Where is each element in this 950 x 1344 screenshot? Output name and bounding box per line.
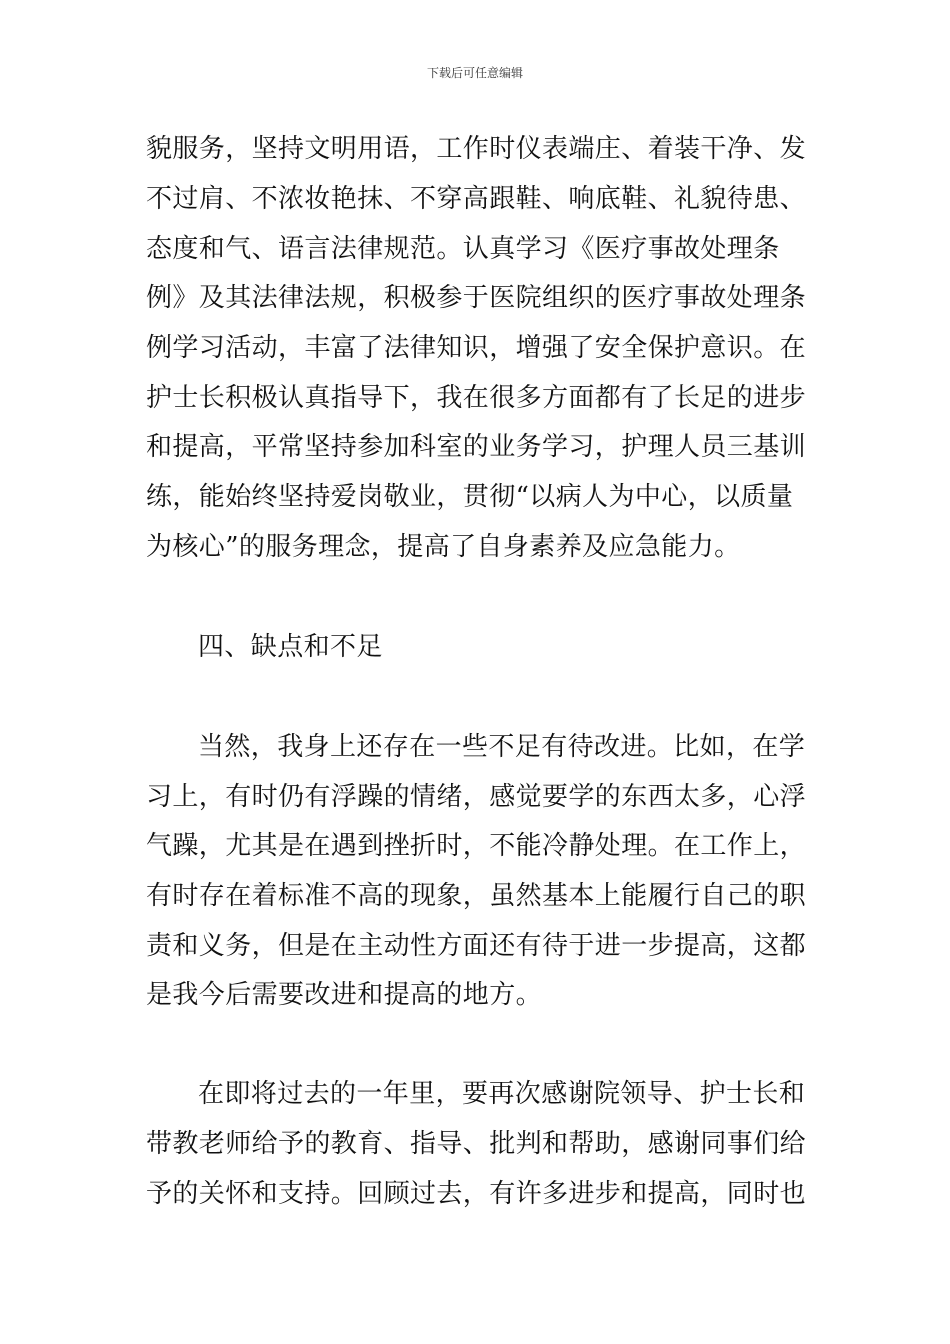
text-line: 态度和气、语言法律规范。认真学习《医疗事故处理条 bbox=[146, 234, 780, 264]
section-heading: 四、缺点和不足 bbox=[198, 632, 383, 662]
text-line: 有时存在着标准不高的现象，虽然基本上能履行自己的职 bbox=[146, 881, 807, 911]
text-line: 和提高，平常坚持参加科室的业务学习，护理人员三基训 bbox=[146, 432, 807, 462]
text-line: 不过肩、不浓妆艳抹、不穿高跟鞋、响底鞋、礼貌待患、 bbox=[146, 184, 807, 214]
text-line: 貌服务，坚持文明用语，工作时仪表端庄、着装干净、发 bbox=[146, 134, 807, 164]
text-line: 例》及其法律法规，积极参于医院组织的医疗事故处理条 bbox=[146, 283, 807, 313]
text-line: 是我今后需要改进和提高的地方。 bbox=[146, 980, 543, 1010]
text-line: 习上，有时仍有浮躁的情绪，感觉要学的东西太多，心浮 bbox=[146, 782, 807, 812]
text-line: 带教老师给予的教育、指导、批判和帮助，感谢同事们给 bbox=[146, 1129, 807, 1159]
text-line: 责和义务，但是在主动性方面还有待于进一步提高，这都 bbox=[146, 931, 807, 961]
text-line: 例学习活动，丰富了法律知识，增强了安全保护意识。在 bbox=[146, 333, 807, 363]
text-line: 为核心”的服务理念，提高了自身素养及应急能力。 bbox=[146, 532, 741, 562]
text-line: 当然，我身上还存在一些不足有待改进。比如，在学 bbox=[198, 732, 806, 762]
page-header: 下载后可任意编辑 bbox=[426, 66, 523, 80]
text-line: 练，能始终坚持爱岗敬业，贯彻“以病人为中心，以质量 bbox=[146, 482, 794, 512]
text-line: 在即将过去的一年里，要再次感谢院领导、护士长和 bbox=[198, 1079, 806, 1109]
text-line: 气躁，尤其是在遇到挫折时，不能冷静处理。在工作上， bbox=[146, 831, 807, 861]
text-line: 护士长积极认真指导下，我在很多方面都有了长足的进步 bbox=[146, 383, 807, 413]
text-line: 予的关怀和支持。回顾过去，有许多进步和提高，同时也 bbox=[146, 1179, 807, 1209]
